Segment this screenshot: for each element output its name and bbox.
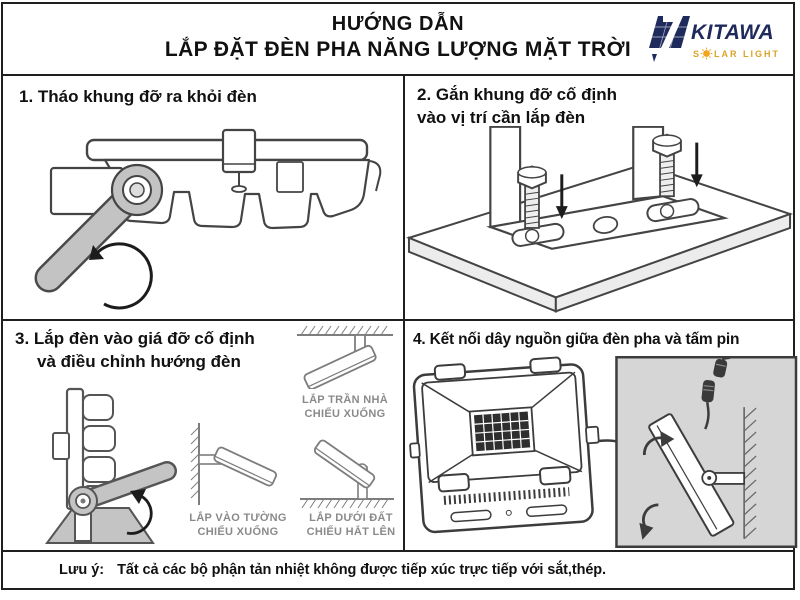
rotation-arrow-icon: [89, 244, 151, 308]
note-label: Lưu ý:: [59, 562, 105, 578]
panel-step-4: [405, 321, 793, 552]
tagline-text-left: S: [693, 49, 702, 59]
step-2-heading-line2: vào vị trí cần lắp đèn: [417, 107, 586, 127]
tagline-text-right: LAR LIGHT: [714, 49, 780, 59]
connector-plug-icon: [701, 380, 715, 403]
step-3-heading-line1: 3. Lắp đèn vào giá đỡ cố định: [15, 329, 255, 348]
wall-mount-illustration: [183, 419, 289, 509]
step-3-heading-line2: và điều chỉnh hướng đèn: [37, 351, 241, 371]
mounting-clamp: [223, 130, 255, 172]
sun-icon: [701, 48, 713, 60]
ceiling-mount-illustration: [293, 323, 397, 389]
page-border: [1, 2, 795, 590]
floodlight-on-bracket-illustration: [19, 385, 181, 547]
note-text: Tất cả các bộ phận tản nhiệt không được tiếp xúc trực tiếp với sắt,thép.: [117, 562, 606, 578]
step-2-heading: [405, 76, 793, 130]
mount-label-ceiling: LẮP TRẦN NHÀ CHIẾU XUỐNG: [302, 394, 388, 421]
floodlight-front-view: [407, 355, 604, 533]
bracket-mounting-illustration: [405, 126, 797, 318]
wiring-inset: [616, 357, 796, 547]
mount-label-wall: LẮP VÀO TƯỜNG CHIẾU XUỐNG: [189, 512, 287, 539]
footer-note: [3, 552, 793, 588]
solar-panel-icon: [649, 16, 690, 62]
wiring-illustration: [407, 355, 799, 549]
step-4-heading: 4. Kết nối dây nguồn giữa đèn pha và tấm pin: [413, 331, 740, 348]
panel-step-2: [405, 76, 793, 321]
panel-step-3: [3, 321, 405, 552]
step-1-heading: 1. Tháo khung đỡ ra khỏi đèn: [19, 87, 257, 106]
pivot-joint: [112, 165, 162, 215]
page-title-line2: LẮP ĐẶT ĐÈN PHA NĂNG LƯỢNG MẶT TRỜI: [164, 38, 632, 61]
brand-logo: [649, 10, 787, 66]
header: [3, 4, 793, 76]
ground-mount-illustration: [298, 423, 398, 511]
bracket-base: [47, 508, 153, 543]
brand-text: KITAWA: [691, 21, 775, 44]
page-title-line1: HƯỚNG DẪN: [331, 13, 465, 35]
led-grid: [474, 412, 530, 452]
mount-label-ground: LẮP DƯỚI ĐẤT CHIẾU HẮT LÊN: [306, 512, 396, 539]
floodlight-side-illustration: [25, 128, 383, 316]
panel-step-1: [3, 76, 405, 321]
step-2-heading-line1: 2. Gắn khung đỡ cố định: [417, 85, 618, 104]
